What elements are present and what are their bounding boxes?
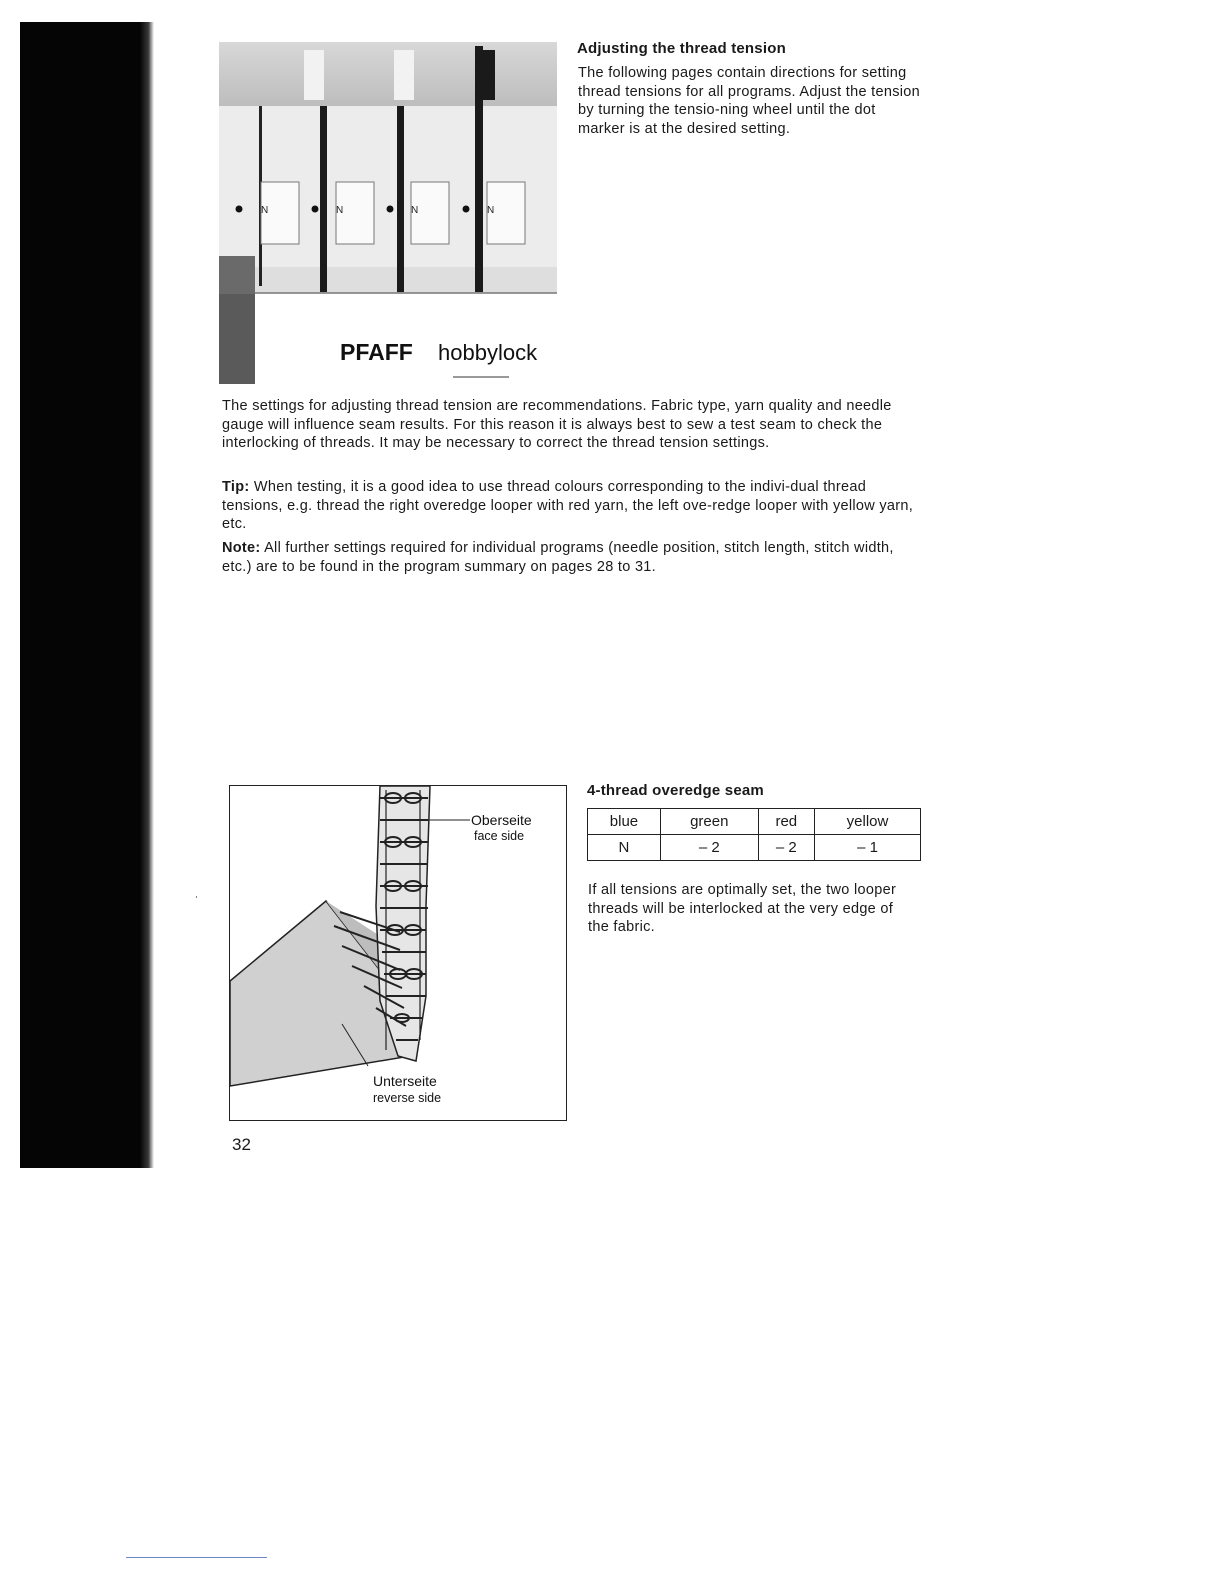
face-label-en: face side xyxy=(474,829,525,843)
table-header-cell: red xyxy=(758,809,814,835)
tip-label: Tip: xyxy=(222,479,250,495)
intro-paragraph: The following pages contain directions for setting thread tensions for all programs. Adjust the tension by turning the tensio-ning wheel until the dot marker is at the desired setting. xyxy=(578,65,921,137)
dot-marker-icon xyxy=(236,206,243,213)
tip-text: When testing, it is a good idea to use thread colours corresponding to the indivi-dual thread tensions, e.g. thread the right overedge looper with red yarn, the left ove-redge looper with yellow yarn, etc. xyxy=(222,479,914,533)
tension-dials-photo xyxy=(219,42,557,384)
footer-rule xyxy=(126,1557,267,1558)
table-row xyxy=(588,809,921,835)
tension-table xyxy=(587,808,921,861)
reverse-label-de: Unterseite xyxy=(373,1073,437,1089)
table-cell: – 1 xyxy=(814,835,920,861)
tip-paragraph xyxy=(222,478,927,534)
dial-label: N xyxy=(336,205,344,216)
table-header-cell: green xyxy=(660,809,758,835)
face-label-de: Oberseite xyxy=(471,812,532,828)
table-row xyxy=(588,835,921,861)
note-text: All further settings required for individual programs (needle position, stitch length, stitch width, etc.) are to be found in the program summary on pages 28 to 31. xyxy=(222,540,894,575)
section-heading: Adjusting the thread tension xyxy=(577,40,786,57)
dial-label: N xyxy=(261,205,269,216)
seam-heading: 4-thread overedge seam xyxy=(587,782,764,799)
dial-label: N xyxy=(411,205,419,216)
brand-name: PFAFF xyxy=(340,339,413,365)
binding-shadow xyxy=(140,22,154,1168)
seam-diagram xyxy=(229,785,567,1121)
scan-mark xyxy=(196,896,197,898)
table-cell: – 2 xyxy=(660,835,758,861)
settings-paragraph: The settings for adjusting thread tension are recommendations. Fabric type, yarn quality and needle gauge will influence seam results. For this reason it is always best to sew a test seam to check the interlocking of threads. It may be necessary to correct the thread tension settings. xyxy=(222,398,892,452)
table-cell: N xyxy=(588,835,661,861)
overedge-seam-illustration xyxy=(230,786,565,1119)
binding-edge xyxy=(20,22,148,1168)
table-header-cell: yellow xyxy=(814,809,920,835)
table-cell: – 2 xyxy=(758,835,814,861)
dial-label: N xyxy=(487,205,495,216)
note-label: Note: xyxy=(222,540,261,556)
table-header-cell: blue xyxy=(588,809,661,835)
page-number: 32 xyxy=(232,1135,251,1154)
note-paragraph xyxy=(222,539,927,576)
reverse-label-en: reverse side xyxy=(373,1091,442,1105)
seam-paragraph: If all tensions are optimally set, the two looper threads will be interlocked at the very edge of the fabric. xyxy=(588,882,897,936)
model-name: hobbylock xyxy=(438,340,538,365)
